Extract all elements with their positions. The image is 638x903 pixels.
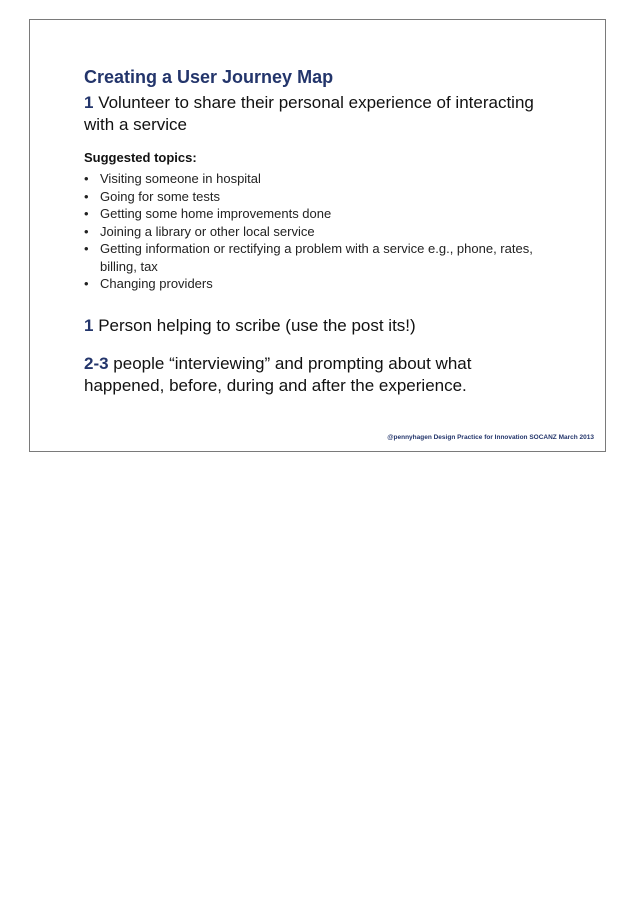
interviewers-count: 2-3 <box>84 353 109 373</box>
volunteer-count: 1 <box>84 93 94 112</box>
scribe-count: 1 <box>84 315 94 335</box>
bullet-icon: • <box>84 241 89 256</box>
bullet-icon: • <box>84 223 89 239</box>
list-item <box>84 275 554 293</box>
topic-text: Getting some home improvements done <box>100 206 332 221</box>
scribe-instruction <box>84 315 554 337</box>
bullet-icon: • <box>84 188 89 204</box>
topic-text: Going for some tests <box>100 188 220 204</box>
list-item <box>84 240 554 275</box>
interviewers-instruction <box>84 353 554 397</box>
topic-text: Joining a library or other local service <box>100 223 315 239</box>
slide-footer-credit: @pennyhagen Design Practice for Innovation SOCANZ March 2013 <box>387 434 594 441</box>
topics-list <box>84 170 554 293</box>
slide-title: Creating a User Journey Map <box>84 67 334 87</box>
topic-text: Getting information or rectifying a problem with a service e.g., phone, rates, billing, tax <box>100 241 533 274</box>
bullet-icon: • <box>84 171 89 186</box>
suggested-topics-heading: Suggested topics: <box>84 150 197 165</box>
volunteer-text: Volunteer to share their personal experience of interacting with a service <box>84 93 534 134</box>
list-item <box>84 170 554 188</box>
list-item <box>84 188 554 206</box>
slide-content <box>84 66 554 397</box>
interviewers-text: people “interviewing” and prompting about what happened, before, during and after the experience. <box>84 353 472 395</box>
volunteer-instruction <box>84 92 554 136</box>
slide-frame <box>29 19 606 452</box>
topic-text: Visiting someone in hospital <box>100 171 261 186</box>
list-item <box>84 205 554 223</box>
list-item <box>84 223 554 241</box>
bullet-icon: • <box>84 276 89 291</box>
scribe-text: Person helping to scribe (use the post its!) <box>93 315 416 335</box>
topic-text: Changing providers <box>100 276 213 291</box>
bullet-icon: • <box>84 206 89 221</box>
